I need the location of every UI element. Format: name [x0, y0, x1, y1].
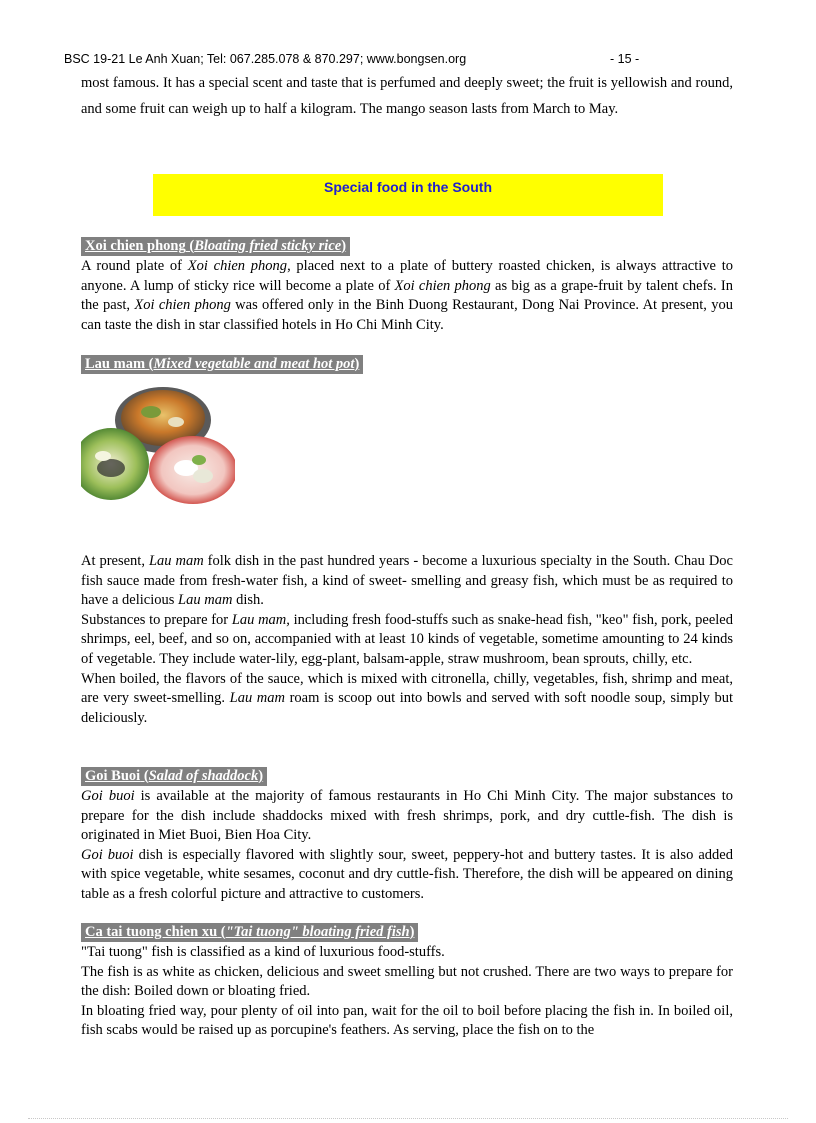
section-paren-open: (: [217, 924, 226, 940]
paragraph: When boiled, the flavors of the sauce, which is mixed with citronella, chilly, vegetables, fish, shrimp and meat, are very sweet-smelling. Lau mam roam is scoop out into bowls and served with soft noodle soup, simply but deliciously.: [81, 670, 733, 726]
section-subtitle: "Tai tuong" bloating fried fish: [225, 924, 410, 940]
section-paren-close: ): [409, 924, 415, 940]
paragraph: Goi buoi is available at the majority of famous restaurants in Ho Chi Minh City. The major substances to prepare for the dish include shaddocks mixed with fresh shrimps, pork, and dry cuttle-fish. The dish is originated in Miet Buoi, Bien Hoa City.: [81, 788, 733, 844]
paragraph: The fish is as white as chicken, delicious and sweet smelling but not crushed. There are two ways to prepare for the dish: Boiled down or bloating fried.: [81, 963, 733, 1000]
lau-mam-food-image: [81, 376, 235, 504]
section-subtitle: Salad of shaddock: [148, 768, 259, 784]
header-contact: BSC 19-21 Le Anh Xuan; Tel: 067.285.078 & 870.297; www.bongsen.org: [64, 52, 467, 66]
paragraph: A round plate of Xoi chien phong, placed next to a plate of buttery roasted chicken, is always attractive to anyone. A lump of sticky rice will become a plate of Xoi chien phong as big as a grape-fruit by talent chefs. In the past, Xoi chien phong was offered only in the Binh Duong Restaurant, Dong Nai Province. At present, you can taste the dish in star classified hotels in Ho Chi Minh City.: [81, 258, 734, 333]
paragraph: In bloating fried way, pour plenty of oil into pan, wait for the oil to boil before placing the fish in. In boiled oil, fish scabs would be raised up as porcupine's feathers. As serving, place the fish on to the: [81, 1002, 733, 1039]
section-name: Xoi chien phong: [85, 238, 186, 254]
section-paren-close: ): [354, 356, 360, 372]
paragraph: Goi buoi dish is especially flavored with slightly sour, sweet, peppery-hot and buttery tastes. It is also added with spice vegetable, white sesames, coconut and dry cuttle-fish. Therefore, the dish will be appeared on dining table as a fresh colorful picture and attractive to customers.: [81, 846, 733, 902]
section-paren-open: (: [140, 768, 149, 784]
section-subtitle: Mixed vegetable and meat hot pot: [153, 356, 355, 372]
section-paren-open: (: [145, 356, 154, 372]
section-subtitle: Bloating fried sticky rice: [194, 238, 342, 254]
section-body-xoi-chien-phong: [81, 257, 733, 335]
section-heading-ca-tai-tuong: [81, 923, 418, 942]
intro-text: most famous. It has a special scent and taste that is perfumed and deeply sweet; the fruit is yellowish and round, and some fruit can weigh up to half a kilogram. The mango season lasts from March to May.: [81, 75, 733, 117]
section-body-lau-mam: [81, 552, 733, 728]
page-number: - 15 -: [610, 52, 640, 66]
paragraph: At present, Lau mam folk dish in the past hundred years - become a luxurious specialty in the South. Chau Doc fish sauce made from fresh-water fish, a kind of sweet- smelling and greasy fish, which must be as required to have a delicious Lau mam dish.: [81, 553, 733, 609]
page-header: [64, 52, 744, 66]
section-paren-close: ): [341, 238, 347, 254]
paragraph: "Tai tuong" fish is classified as a kind of luxurious food-stuffs.: [81, 944, 445, 960]
section-name: Ca tai tuong chien xu: [85, 924, 218, 940]
paragraph: Substances to prepare for Lau mam, including fresh food-stuffs such as snake-head fish, "keo" fish, pork, peeled shrimps, eel, beef, and so on, accompanied with at least 10 kinds of vegetable, sometime amounting to 24 kinds of vegetable. They include water-lily, egg-plant, balsam-apple, straw mushroom, bean sprouts, chilly, etc.: [81, 611, 733, 667]
banner-title: Special food in the South: [324, 179, 492, 195]
section-heading-xoi-chien-phong: [81, 237, 350, 256]
section-body-goi-buoi: [81, 787, 733, 905]
intro-paragraph: [81, 71, 733, 122]
section-heading-goi-buoi: [81, 767, 267, 786]
section-name: Lau mam: [85, 356, 146, 372]
section-paren-open: (: [185, 238, 195, 254]
section-paren-close: ): [258, 768, 264, 784]
section-heading-lau-mam: [81, 355, 363, 374]
page-bottom-divider: [28, 1118, 788, 1119]
section-body-ca-tai-tuong: [81, 943, 733, 1041]
special-food-banner: [153, 174, 663, 216]
section-name: Goi Buoi: [85, 768, 141, 784]
